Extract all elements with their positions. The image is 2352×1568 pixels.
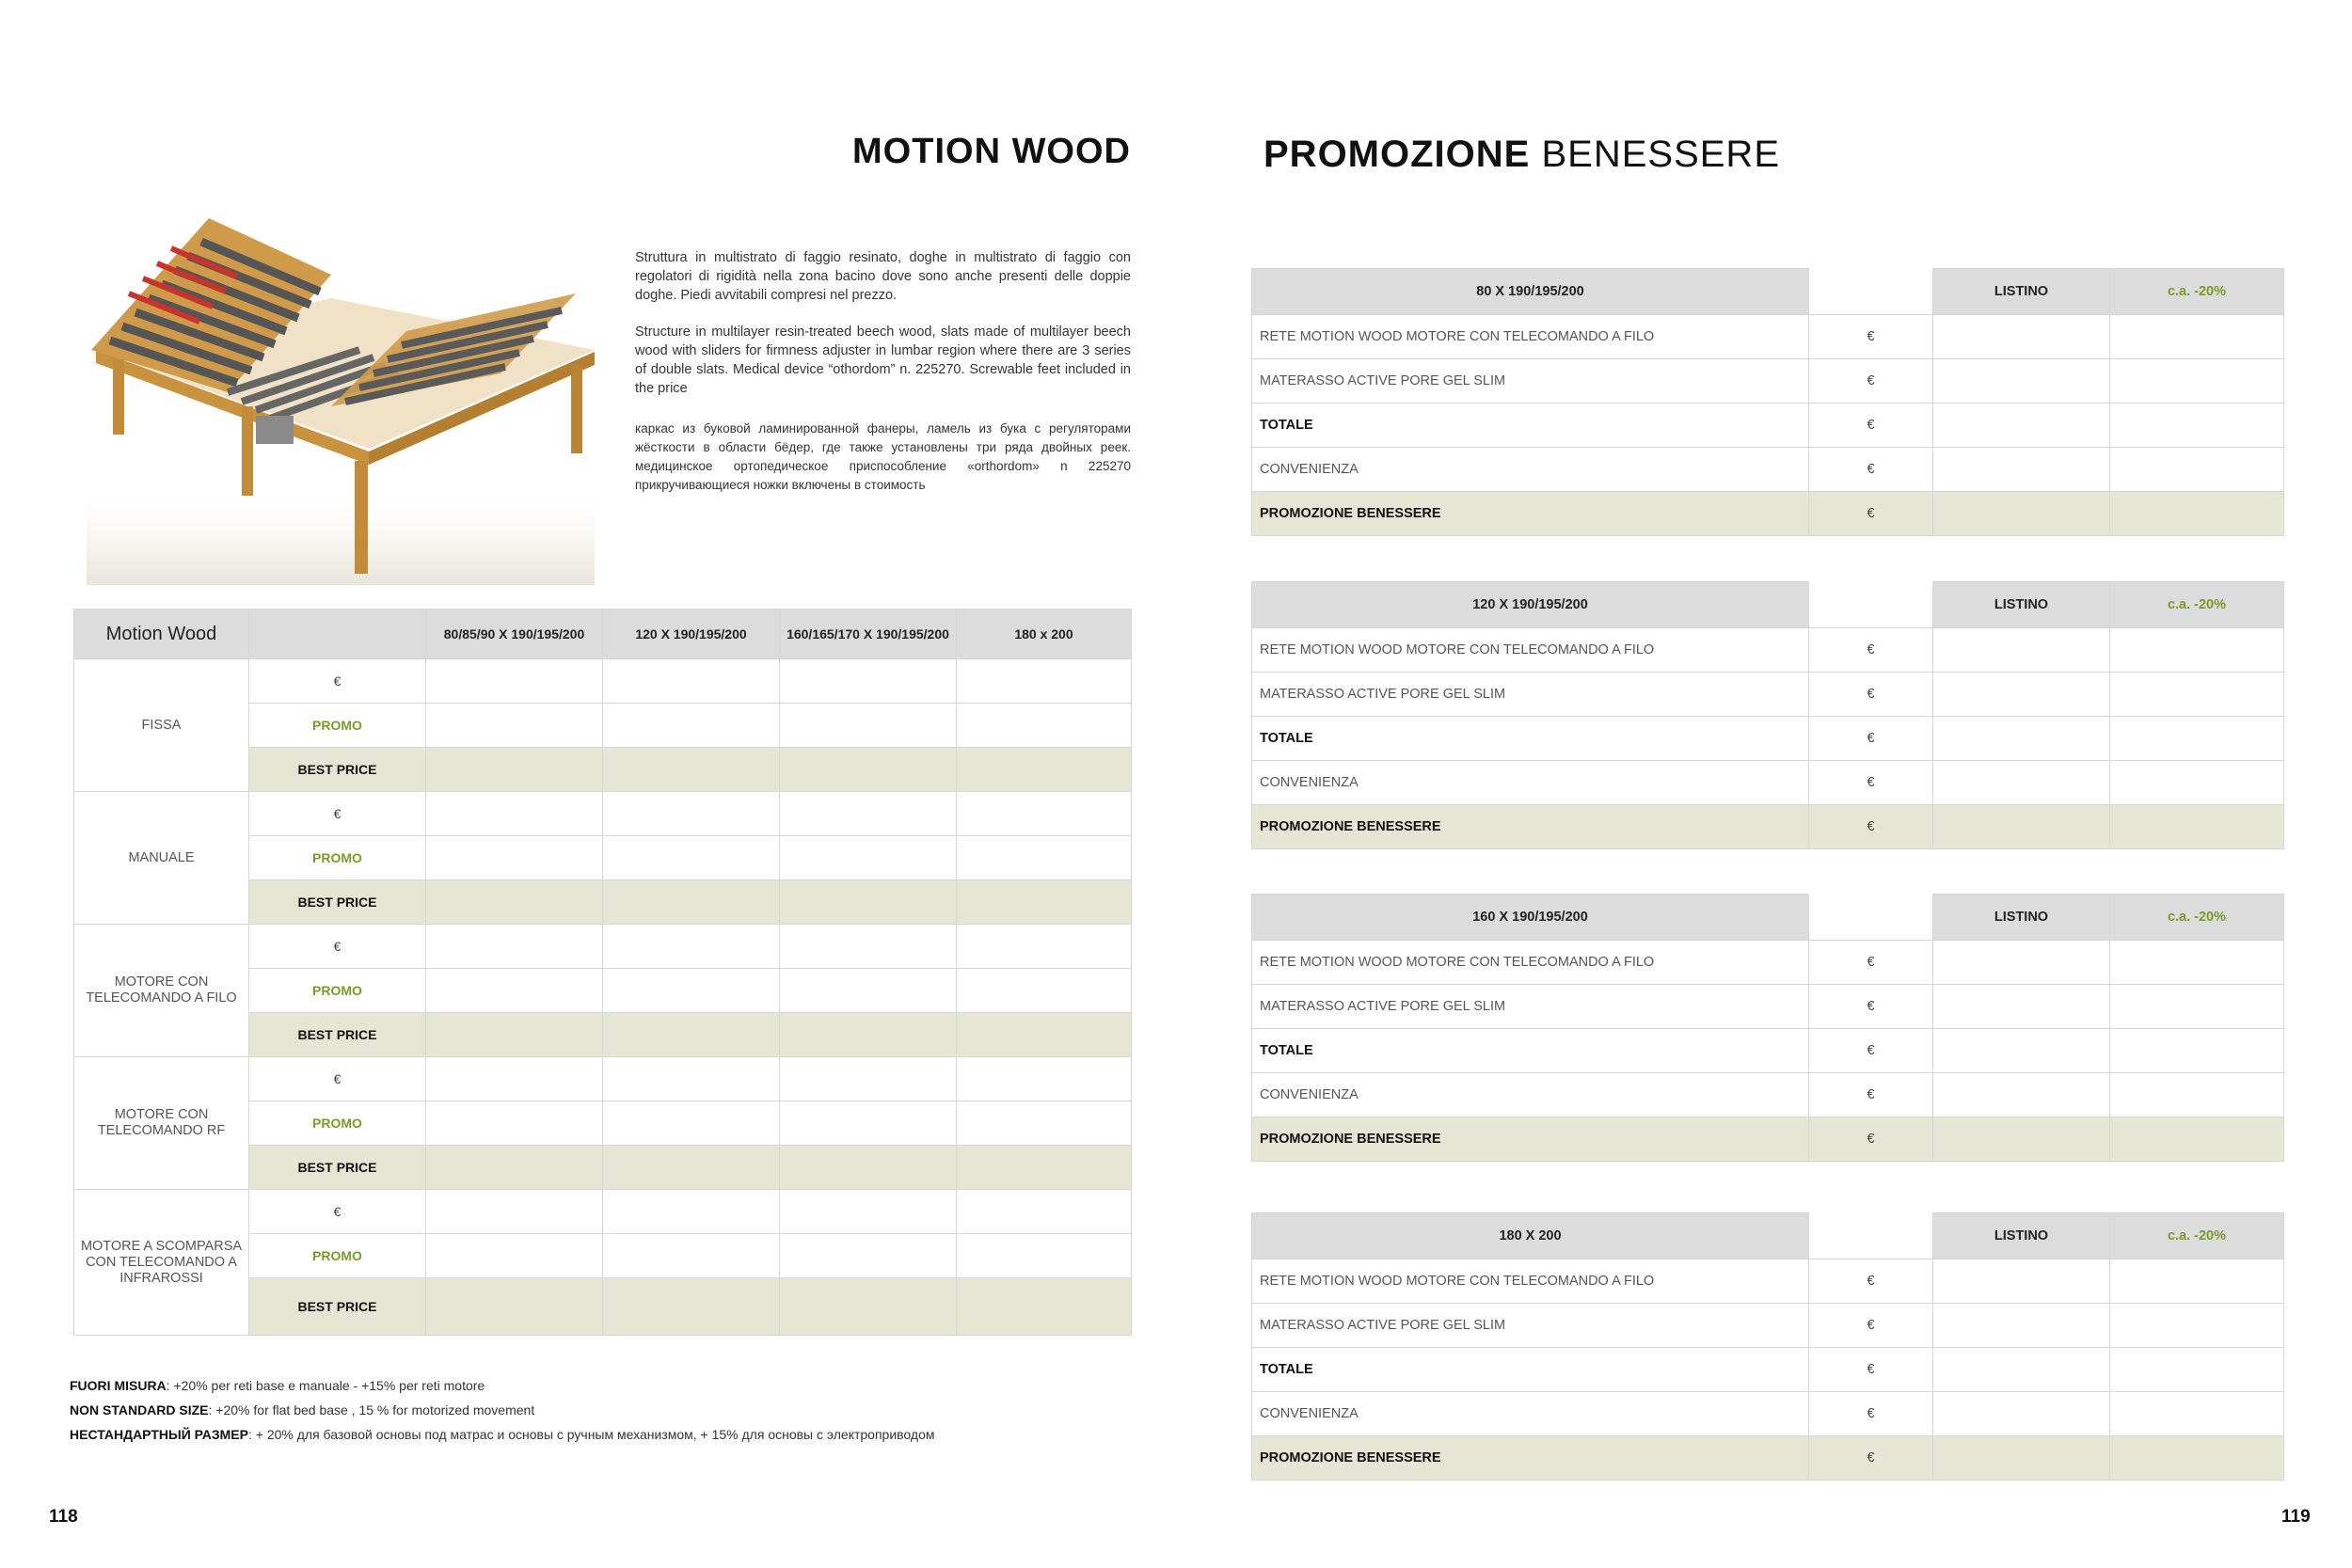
promo-table-header-row (1252, 582, 2284, 628)
price-cell (957, 1101, 1132, 1146)
currency-cell: € (1809, 805, 1933, 849)
price-cell (426, 1101, 603, 1146)
price-cell (603, 1278, 780, 1336)
currency-cell: € (1809, 628, 1933, 673)
price-cell (2110, 941, 2284, 985)
row-label: TOTALE (1252, 1348, 1809, 1392)
price-cell (2110, 492, 2284, 536)
price-cell (2110, 359, 2284, 404)
table-row (1252, 805, 2284, 849)
group-label-fissa: FISSA (74, 659, 249, 792)
title-bold: PROMOZIONE (1263, 134, 1531, 175)
price-cell (1933, 628, 2110, 673)
price-cell (2110, 628, 2284, 673)
footnote-label: FUORI MISURA (70, 1378, 167, 1393)
price-cell (957, 1234, 1132, 1278)
price-cell (2110, 1436, 2284, 1481)
price-cell (1933, 1392, 2110, 1436)
price-cell (2110, 761, 2284, 805)
description-russian-text: каркас из буковой ламинированной фанеры, ламель из бука с регуляторами жёсткости в области бёдер, где также установлены три ряда двойных реек. медицинское ортопедическое приспособление «orthordom» n 225270 прикручивающиеся ножки включены в стоимость (635, 421, 1131, 492)
row-label-promo: PROMO (249, 969, 426, 1013)
price-cell (2110, 673, 2284, 717)
row-label: TOTALE (1252, 717, 1809, 761)
table-row (1252, 941, 2284, 985)
currency-cell: € (1809, 1073, 1933, 1117)
price-cell (2110, 315, 2284, 359)
row-label: CONVENIENZA (1252, 448, 1809, 492)
blank-cell (1809, 895, 1933, 941)
header-motion-wood: Motion Wood (74, 610, 249, 659)
table-row (1252, 1436, 2284, 1481)
price-cell (426, 969, 603, 1013)
price-cell (957, 925, 1132, 969)
currency-cell: € (1809, 1392, 1933, 1436)
table-row (1252, 404, 2284, 448)
price-cell (603, 1057, 780, 1101)
price-cell (1933, 1117, 2110, 1162)
product-image-bed-frame (87, 209, 595, 585)
currency-cell: € (1809, 1259, 1933, 1304)
price-cell (957, 1278, 1132, 1336)
price-cell (2110, 1392, 2284, 1436)
price-cell (426, 880, 603, 925)
table-row (1252, 359, 2284, 404)
title-light: BENESSERE (1541, 134, 1780, 175)
price-cell (2110, 1304, 2284, 1348)
description-russian (635, 420, 1131, 495)
discount-label: c.a. -20% (2110, 895, 2284, 941)
footnote-russian (70, 1422, 934, 1447)
price-cell (780, 880, 957, 925)
price-cell (957, 880, 1132, 925)
discount-label: c.a. -20% (2110, 269, 2284, 315)
price-cell (1933, 448, 2110, 492)
currency-cell: € (1809, 673, 1933, 717)
header-blank (249, 610, 426, 659)
size-label: 180 X 200 (1252, 1213, 1809, 1259)
price-cell (780, 1278, 957, 1336)
price-cell (603, 659, 780, 704)
price-cell (1933, 1029, 2110, 1073)
table-row (74, 925, 1132, 969)
promo-table-size-1 (1251, 268, 2284, 536)
price-cell (1933, 941, 2110, 985)
description-italian-text: Struttura in multistrato di faggio resinato, doghe in multistrato di faggio con regolatori di rigidità nella zona bacino dove sono anche presenti delle doppie doghe. Piedi avvitabili compresi nel prezzo. (635, 250, 1131, 303)
table-row (74, 1057, 1132, 1101)
price-cell (2110, 805, 2284, 849)
row-label-euro: € (249, 659, 426, 704)
price-cell (603, 792, 780, 836)
price-cell (780, 1234, 957, 1278)
price-cell (957, 748, 1132, 792)
currency-cell: € (1809, 1348, 1933, 1392)
page-title-promozione-benessere (1263, 134, 1780, 176)
currency-cell: € (1809, 1436, 1933, 1481)
price-cell (2110, 1073, 2284, 1117)
table-row (1252, 985, 2284, 1029)
blank-cell (1809, 1213, 1933, 1259)
currency-cell: € (1809, 985, 1933, 1029)
price-cell (780, 1101, 957, 1146)
price-cell (1933, 315, 2110, 359)
page-number-right: 119 (2281, 1507, 2311, 1527)
footnote-text: : +20% per reti base e manuale - +15% per reti motore (166, 1378, 485, 1393)
price-cell (780, 704, 957, 748)
listino-label: LISTINO (1933, 269, 2110, 315)
promo-table-size-4 (1251, 1212, 2284, 1481)
footnote-label: НЕСТАНДАРТНЫЙ РАЗМЕР (70, 1427, 248, 1442)
price-cell (780, 925, 957, 969)
price-cell (1933, 1304, 2110, 1348)
row-label: MATERASSO ACTIVE PORE GEL SLIM (1252, 985, 1809, 1029)
row-label: PROMOZIONE BENESSERE (1252, 1436, 1809, 1481)
price-cell (957, 1013, 1132, 1057)
currency-cell: € (1809, 1029, 1933, 1073)
price-cell (603, 748, 780, 792)
price-cell (957, 836, 1132, 880)
row-label: TOTALE (1252, 404, 1809, 448)
price-cell (1933, 717, 2110, 761)
blank-cell (1809, 582, 1933, 628)
price-cell (426, 704, 603, 748)
row-label-euro: € (249, 1057, 426, 1101)
price-cell (2110, 1348, 2284, 1392)
discount-label: c.a. -20% (2110, 582, 2284, 628)
row-label-best-price: BEST PRICE (249, 880, 426, 925)
price-cell (957, 704, 1132, 748)
listino-label: LISTINO (1933, 895, 2110, 941)
price-cell (780, 1013, 957, 1057)
price-cell (426, 659, 603, 704)
row-label: PROMOZIONE BENESSERE (1252, 492, 1809, 536)
discount-label: c.a. -20% (2110, 1213, 2284, 1259)
price-cell (1933, 1073, 2110, 1117)
price-cell (426, 1190, 603, 1234)
currency-cell: € (1809, 404, 1933, 448)
row-label-euro: € (249, 1190, 426, 1234)
promo-table-size-3 (1251, 894, 2284, 1162)
table-row (1252, 761, 2284, 805)
price-cell (1933, 985, 2110, 1029)
price-cell (426, 836, 603, 880)
price-cell (603, 704, 780, 748)
group-label-manuale: MANUALE (74, 792, 249, 925)
price-cell (2110, 1029, 2284, 1073)
table-row (74, 659, 1132, 704)
description-english (635, 323, 1131, 398)
header-size-80: 80/85/90 X 190/195/200 (426, 610, 603, 659)
table-row (1252, 1392, 2284, 1436)
price-cell (426, 792, 603, 836)
price-cell (780, 792, 957, 836)
table-row (1252, 315, 2284, 359)
promo-table-header-row (1252, 1213, 2284, 1259)
price-cell (603, 836, 780, 880)
price-cell (603, 880, 780, 925)
currency-cell: € (1809, 1304, 1933, 1348)
row-label: MATERASSO ACTIVE PORE GEL SLIM (1252, 359, 1809, 404)
currency-cell: € (1809, 359, 1933, 404)
price-cell (957, 969, 1132, 1013)
row-label-promo: PROMO (249, 836, 426, 880)
row-label: RETE MOTION WOOD MOTORE CON TELECOMANDO A FILO (1252, 628, 1809, 673)
description-english-text: Structure in multilayer resin-treated beech wood, slats made of multilayer beech wood with sliders for firmness adjuster in lumbar region where there are 3 series of double slats. Medical device “othordom” n. 225270. Screwable feet included in the price (635, 325, 1131, 396)
price-cell (957, 1146, 1132, 1190)
table-row (1252, 492, 2284, 536)
row-label: CONVENIENZA (1252, 1073, 1809, 1117)
price-cell (603, 969, 780, 1013)
price-cell (957, 792, 1132, 836)
price-cell (2110, 404, 2284, 448)
description-italian (635, 248, 1131, 305)
price-cell (1933, 1348, 2110, 1392)
row-label: RETE MOTION WOOD MOTORE CON TELECOMANDO A FILO (1252, 941, 1809, 985)
row-label: RETE MOTION WOOD MOTORE CON TELECOMANDO A FILO (1252, 1259, 1809, 1304)
footnote-text: : +20% for flat bed base , 15 % for motorized movement (208, 1402, 535, 1418)
header-size-120: 120 X 190/195/200 (603, 610, 780, 659)
footnote-label: NON STANDARD SIZE (70, 1402, 209, 1418)
footnote-non-standard (70, 1398, 934, 1422)
price-cell (2110, 448, 2284, 492)
row-label: CONVENIENZA (1252, 761, 1809, 805)
currency-cell: € (1809, 315, 1933, 359)
table-row (1252, 1304, 2284, 1348)
table-row (74, 792, 1132, 836)
row-label: MATERASSO ACTIVE PORE GEL SLIM (1252, 1304, 1809, 1348)
price-cell (780, 748, 957, 792)
price-cell (426, 1234, 603, 1278)
page-number-left: 118 (49, 1507, 78, 1527)
motion-wood-price-table (73, 609, 1132, 1336)
price-cell (780, 659, 957, 704)
price-cell (1933, 492, 2110, 536)
promo-table-header-row (1252, 269, 2284, 315)
row-label-promo: PROMO (249, 1234, 426, 1278)
price-cell (426, 748, 603, 792)
row-label-euro: € (249, 792, 426, 836)
currency-cell: € (1809, 761, 1933, 805)
price-cell (2110, 985, 2284, 1029)
table-header-row (74, 610, 1132, 659)
price-cell (426, 1146, 603, 1190)
size-label: 80 X 190/195/200 (1252, 269, 1809, 315)
price-cell (1933, 1436, 2110, 1481)
table-row (1252, 1117, 2284, 1162)
header-size-180: 180 x 200 (957, 610, 1132, 659)
row-label-best-price: BEST PRICE (249, 1146, 426, 1190)
price-cell (426, 925, 603, 969)
price-cell (780, 969, 957, 1013)
currency-cell: € (1809, 492, 1933, 536)
row-label: MATERASSO ACTIVE PORE GEL SLIM (1252, 673, 1809, 717)
size-label: 160 X 190/195/200 (1252, 895, 1809, 941)
price-cell (603, 1013, 780, 1057)
size-label: 120 X 190/195/200 (1252, 582, 1809, 628)
price-cell (426, 1013, 603, 1057)
price-cell (1933, 805, 2110, 849)
price-cell (957, 1190, 1132, 1234)
table-row (1252, 1029, 2284, 1073)
currency-cell: € (1809, 941, 1933, 985)
table-row (74, 1190, 1132, 1234)
header-size-160: 160/165/170 X 190/195/200 (780, 610, 957, 659)
listino-label: LISTINO (1933, 1213, 2110, 1259)
price-cell (426, 1278, 603, 1336)
table-row (1252, 1348, 2284, 1392)
price-cell (957, 659, 1132, 704)
row-label: TOTALE (1252, 1029, 1809, 1073)
currency-cell: € (1809, 717, 1933, 761)
row-label-promo: PROMO (249, 1101, 426, 1146)
row-label: CONVENIENZA (1252, 1392, 1809, 1436)
group-label-motore-infrarossi: MOTORE A SCOMPARSA CON TELECOMANDO A INFRAROSSI (74, 1190, 249, 1336)
footnote-fuori-misura (70, 1373, 934, 1398)
listino-label: LISTINO (1933, 582, 2110, 628)
row-label: PROMOZIONE BENESSERE (1252, 1117, 1809, 1162)
price-cell (1933, 404, 2110, 448)
price-cell (603, 1190, 780, 1234)
bed-frame-illustration (87, 209, 595, 585)
currency-cell: € (1809, 448, 1933, 492)
table-row (1252, 673, 2284, 717)
footnotes (70, 1373, 934, 1447)
price-cell (957, 1057, 1132, 1101)
row-label-best-price: BEST PRICE (249, 1013, 426, 1057)
price-cell (603, 1101, 780, 1146)
table-row (1252, 1259, 2284, 1304)
price-cell (1933, 359, 2110, 404)
page-title-motion-wood: MOTION WOOD (852, 132, 1131, 171)
promo-table-header-row (1252, 895, 2284, 941)
footnote-text: : + 20% для базовой основы под матрас и основы с ручным механизмом, + 15% для основы с электроприводом (247, 1427, 935, 1442)
price-cell (603, 925, 780, 969)
row-label: RETE MOTION WOOD MOTORE CON TELECOMANDO A FILO (1252, 315, 1809, 359)
row-label-euro: € (249, 925, 426, 969)
price-cell (603, 1234, 780, 1278)
group-label-motore-rf: MOTORE CON TELECOMANDO RF (74, 1057, 249, 1190)
price-cell (1933, 1259, 2110, 1304)
price-cell (1933, 673, 2110, 717)
row-label-best-price: BEST PRICE (249, 1278, 426, 1336)
price-cell (780, 1190, 957, 1234)
table-row (1252, 1073, 2284, 1117)
row-label-best-price: BEST PRICE (249, 748, 426, 792)
price-cell (2110, 1117, 2284, 1162)
price-cell (2110, 1259, 2284, 1304)
price-cell (603, 1146, 780, 1190)
price-cell (426, 1057, 603, 1101)
price-cell (780, 1057, 957, 1101)
row-label-promo: PROMO (249, 704, 426, 748)
blank-cell (1809, 269, 1933, 315)
price-cell (780, 1146, 957, 1190)
price-cell (780, 836, 957, 880)
table-row (1252, 628, 2284, 673)
price-cell (1933, 761, 2110, 805)
table-row (1252, 717, 2284, 761)
group-label-motore-filo: MOTORE CON TELECOMANDO A FILO (74, 925, 249, 1057)
promo-table-size-2 (1251, 581, 2284, 849)
price-cell (2110, 717, 2284, 761)
table-row (1252, 448, 2284, 492)
row-label: PROMOZIONE BENESSERE (1252, 805, 1809, 849)
currency-cell: € (1809, 1117, 1933, 1162)
